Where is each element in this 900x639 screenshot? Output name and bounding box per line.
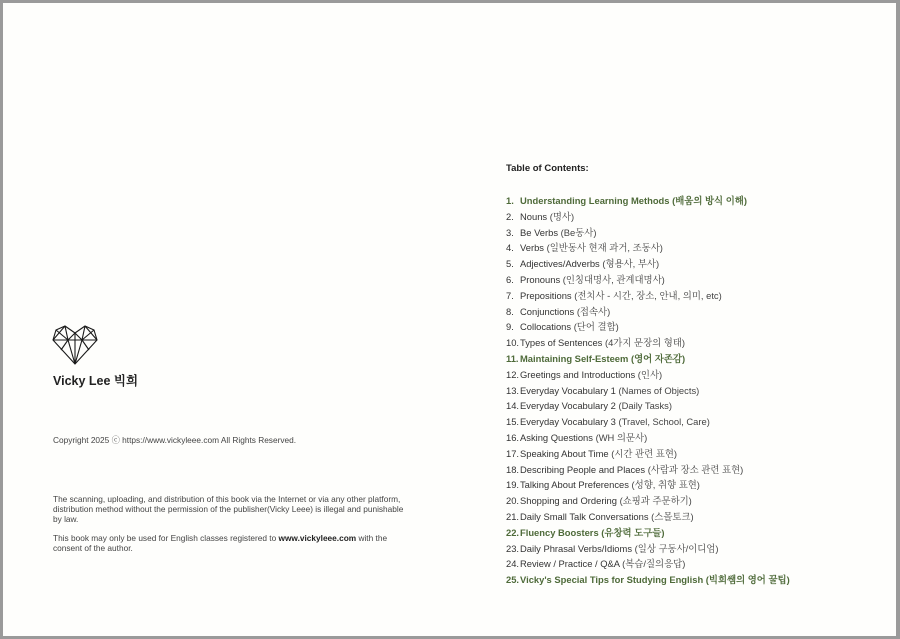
toc-item-number: 4.: [506, 242, 514, 254]
toc-item-subtitle: (단어 결합): [573, 321, 619, 333]
toc-item-number: 6.: [506, 273, 514, 285]
toc-list: [506, 193, 790, 588]
toc-item-title: Everyday Vocabulary 2: [520, 400, 616, 412]
toc-item-subtitle: (인칭대명사, 관계대명사): [562, 273, 665, 285]
toc-item-number: 15.: [506, 416, 520, 428]
toc-item-title: Understanding Learning Methods: [520, 195, 670, 206]
toc-item[interactable]: [506, 288, 790, 304]
toc-item[interactable]: [506, 525, 790, 541]
toc-item-subtitle: (Be동사): [560, 226, 597, 238]
toc-item-title: Daily Phrasal Verbs/Idioms: [520, 542, 633, 554]
toc-item-number: 20.: [506, 495, 520, 507]
toc-item-title: Everyday Vocabulary 1: [520, 384, 616, 396]
toc-item-title: Conjunctions: [520, 305, 575, 317]
toc-item-number: 16.: [506, 431, 520, 443]
toc-item-title: Speaking About Time: [520, 447, 609, 459]
toc-item-subtitle: (시간 관련 표현): [611, 447, 678, 459]
toc-item-number: 2.: [506, 210, 514, 222]
toc-item-title: Vicky's Special Tips for Studying English: [520, 574, 704, 586]
toc-item-subtitle: (접속사): [576, 305, 611, 317]
toc-item-number: 24.: [506, 558, 520, 570]
toc-item-number: 1.: [506, 195, 514, 206]
website-link[interactable]: www.vickyleee.com: [278, 532, 357, 543]
usage-text: This book may only be used for English classes registered to: [53, 532, 279, 543]
toc-item-subtitle: (복습/질의응답): [622, 558, 686, 570]
toc-item-subtitle: (유창력 도구들): [601, 526, 665, 538]
toc-item-title: Prepositions: [520, 289, 572, 301]
toc-item[interactable]: [506, 304, 790, 320]
toc-item[interactable]: [506, 367, 790, 383]
toc-item[interactable]: [506, 225, 790, 241]
toc-item-title: Greetings and Introductions: [520, 368, 636, 380]
toc-item-title: Types of Sentences: [520, 337, 603, 349]
toc-item-title: Describing People and Places: [520, 463, 646, 475]
toc-item-title: Nouns: [520, 210, 548, 222]
toc-item[interactable]: [506, 572, 790, 588]
toc-item-number: 22.: [506, 526, 520, 538]
toc-item-number: 14.: [506, 400, 520, 412]
toc-item-subtitle: (명사): [549, 210, 575, 222]
toc-item-title: Shopping and Ordering: [520, 495, 617, 507]
toc-item-subtitle: (일반동사 현재 과거, 조동사): [546, 242, 663, 254]
toc-item-subtitle: (성향, 취향 표현): [631, 479, 700, 491]
toc-item-title: Collocations: [520, 321, 572, 333]
toc-item-title: Everyday Vocabulary 3: [520, 416, 616, 428]
usage-text-end: with the consent of the author.: [53, 532, 388, 553]
toc-item-number: 10.: [506, 337, 520, 349]
toc-item-title: Adjectives/Adverbs: [520, 258, 600, 270]
toc-item-subtitle: (Travel, School, Care): [618, 416, 710, 428]
toc-item-number: 3.: [506, 226, 514, 238]
toc-item-title: Asking Questions: [520, 431, 593, 443]
toc-item[interactable]: [506, 541, 790, 557]
notice-paragraph: The scanning, uploading, and distribution of this book via the Internet or via any other platform, distribution method without the permission of the publisher(Vicky Leee) is illegal and punishable by law.: [53, 494, 404, 525]
toc-item-number: 17.: [506, 447, 520, 459]
toc-title: Table of Contents:: [506, 163, 589, 174]
toc-item[interactable]: [506, 446, 790, 462]
toc-item[interactable]: [506, 335, 790, 351]
toc-item[interactable]: [506, 256, 790, 272]
toc-item-subtitle: (스몰토크): [651, 510, 694, 522]
toc-item[interactable]: [506, 430, 790, 446]
toc-item-number: 23.: [506, 542, 520, 554]
toc-item[interactable]: [506, 398, 790, 414]
toc-item[interactable]: [506, 414, 790, 430]
toc-item[interactable]: [506, 319, 790, 335]
toc-item-title: Be Verbs: [520, 226, 559, 238]
toc-item[interactable]: [506, 556, 790, 572]
toc-item[interactable]: [506, 509, 790, 525]
toc-item[interactable]: [506, 272, 790, 288]
toc-item-number: 7.: [506, 289, 514, 301]
toc-item-subtitle: (인사): [637, 368, 663, 380]
toc-item-number: 21.: [506, 510, 520, 522]
toc-item-number: 18.: [506, 463, 520, 475]
toc-item-subtitle: (쇼핑과 주문하기): [619, 495, 692, 507]
toc-item-title: Talking About Preferences: [520, 479, 629, 491]
toc-item-subtitle: (Names of Objects): [618, 384, 700, 396]
toc-item[interactable]: [506, 383, 790, 399]
toc-item-subtitle: (4가지 문장의 형태): [604, 337, 686, 349]
toc-item-subtitle: (배움의 방식 이해): [672, 195, 747, 206]
toc-item-subtitle: (영어 자존감): [630, 352, 686, 364]
geometric-heart-icon: [51, 324, 99, 366]
copyright-text: Copyright 2025 ⓒ https://www.vickyleee.com All Rights Reserved.: [53, 435, 297, 445]
toc-item[interactable]: [506, 193, 790, 209]
toc-item[interactable]: [506, 351, 790, 367]
usage-paragraph: [53, 533, 413, 553]
toc-item-subtitle: (Daily Tasks): [618, 400, 672, 412]
toc-item-subtitle: (사람과 장소 관련 표현): [647, 463, 744, 475]
toc-item-subtitle: (일상 구동사/이디엄): [634, 542, 719, 554]
toc-item-number: 12.: [506, 368, 520, 380]
toc-item-subtitle: (전치사 - 시간, 장소, 안내, 의미, etc): [574, 289, 722, 301]
toc-item-title: Daily Small Talk Conversations: [520, 510, 649, 522]
toc-item[interactable]: [506, 240, 790, 256]
toc-item-number: 5.: [506, 258, 514, 270]
toc-item-number: 25.: [506, 574, 520, 586]
toc-item-title: Verbs: [520, 242, 544, 254]
toc-item-number: 13.: [506, 384, 520, 396]
toc-item[interactable]: [506, 493, 790, 509]
toc-item-subtitle: (형용사, 부사): [602, 258, 660, 270]
toc-item-title: Fluency Boosters: [520, 526, 599, 538]
book-page: [3, 3, 896, 636]
toc-item[interactable]: [506, 462, 790, 478]
toc-item-subtitle: (WH 의문사): [595, 431, 648, 443]
toc-item-number: 9.: [506, 321, 514, 333]
toc-item-title: Pronouns: [520, 273, 561, 285]
legal-notice: [53, 494, 413, 561]
toc-item-number: 11.: [506, 352, 519, 364]
toc-item-title: Review / Practice / Q&A: [520, 558, 620, 570]
toc-item-subtitle: (빅희쌤의 영어 꿀팁): [705, 574, 790, 586]
brand-name: Vicky Lee 빅희: [53, 374, 139, 388]
toc-item-title: Maintaining Self-Esteem: [520, 352, 629, 364]
toc-item-number: 19.: [506, 479, 520, 491]
toc-item-number: 8.: [506, 305, 514, 317]
toc-item[interactable]: [506, 477, 790, 493]
toc-item[interactable]: [506, 209, 790, 225]
